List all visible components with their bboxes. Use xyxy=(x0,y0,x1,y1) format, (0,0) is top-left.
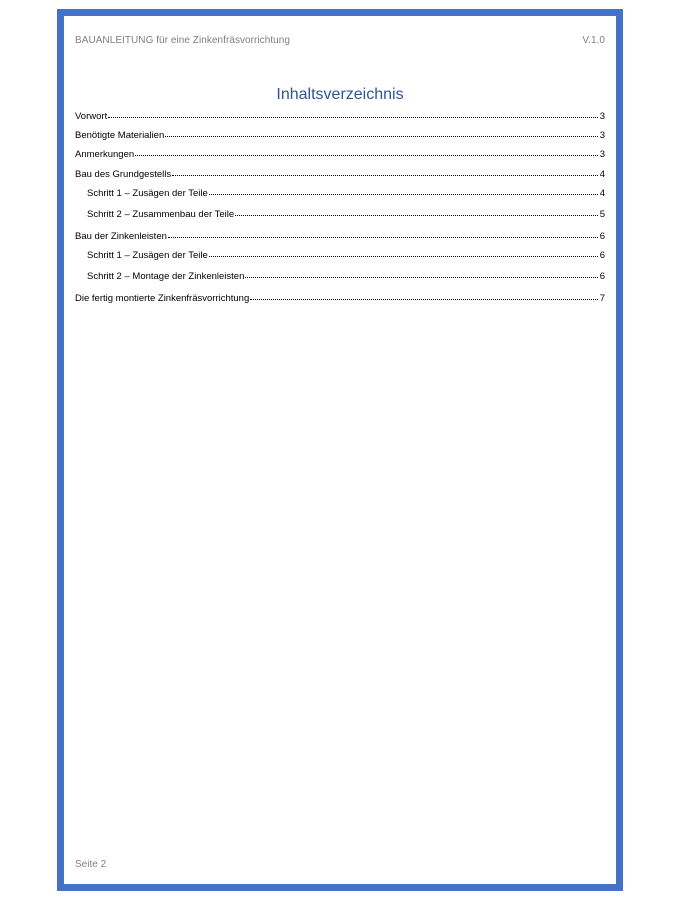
header-title: BAUANLEITUNG für eine Zinkenfräsvorrichtung xyxy=(75,35,291,46)
toc-entry-label[interactable]: Schritt 1 – Zusägen der Teile xyxy=(87,250,208,261)
toc-entry-label[interactable]: Schritt 2 – Montage der Zinkenleisten xyxy=(87,271,245,282)
toc-entry-page[interactable]: 4 xyxy=(599,188,605,199)
toc-entry[interactable] xyxy=(75,169,605,180)
toc-entry-page[interactable]: 3 xyxy=(599,149,605,160)
toc-entry-page[interactable]: 5 xyxy=(599,209,605,220)
page-header xyxy=(75,35,605,46)
toc-leader-dots xyxy=(235,215,598,216)
toc-entry-label[interactable]: Bau des Grundgestells xyxy=(75,169,172,180)
toc-entry[interactable] xyxy=(75,149,605,160)
toc-leader-dots xyxy=(135,155,598,156)
toc-leader-dots xyxy=(209,256,598,257)
toc-entry-page[interactable]: 4 xyxy=(599,169,605,180)
toc-leader-dots xyxy=(168,237,598,238)
page-border xyxy=(57,9,623,891)
toc-entry-label[interactable]: Schritt 1 – Zusägen der Teile xyxy=(87,188,208,199)
toc-entry-label[interactable]: Vorwort xyxy=(75,111,108,122)
document-page xyxy=(64,16,616,884)
toc-entry[interactable] xyxy=(75,130,605,141)
toc-entry-page[interactable]: 6 xyxy=(599,231,605,242)
toc-entry-page[interactable]: 6 xyxy=(599,271,605,282)
toc-entry-page[interactable]: 3 xyxy=(599,111,605,122)
toc-entry[interactable] xyxy=(75,231,605,242)
toc-entry[interactable] xyxy=(75,111,605,122)
toc-leader-dots xyxy=(172,175,598,176)
toc-entry[interactable] xyxy=(75,271,605,282)
toc-entry[interactable] xyxy=(75,250,605,261)
page-footer: Seite 2 xyxy=(75,859,107,870)
toc-entry-label[interactable]: Die fertig montierte Zinkenfräsvorrichtung xyxy=(75,293,250,304)
toc-entry-page[interactable]: 3 xyxy=(599,130,605,141)
toc-entry[interactable] xyxy=(75,293,605,304)
toc-entry-page[interactable]: 7 xyxy=(599,293,605,304)
toc-leader-dots xyxy=(250,299,597,300)
toc-entry[interactable] xyxy=(75,188,605,199)
toc-entry-page[interactable]: 6 xyxy=(599,250,605,261)
toc-heading: Inhaltsverzeichnis xyxy=(276,86,404,103)
toc-entry-label[interactable]: Schritt 2 – Zusammenbau der Teile xyxy=(87,209,235,220)
toc-entry-label[interactable]: Anmerkungen xyxy=(75,149,135,160)
toc-entry-label[interactable]: Bau der Zinkenleisten xyxy=(75,231,167,242)
toc-entry[interactable] xyxy=(75,209,605,220)
toc-leader-dots xyxy=(108,117,597,118)
header-version: V.1.0 xyxy=(582,35,605,46)
toc-leader-dots xyxy=(245,277,597,278)
toc-leader-dots xyxy=(165,136,597,137)
toc-leader-dots xyxy=(209,194,598,195)
toc-entry-label[interactable]: Benötigte Materialien xyxy=(75,130,165,141)
